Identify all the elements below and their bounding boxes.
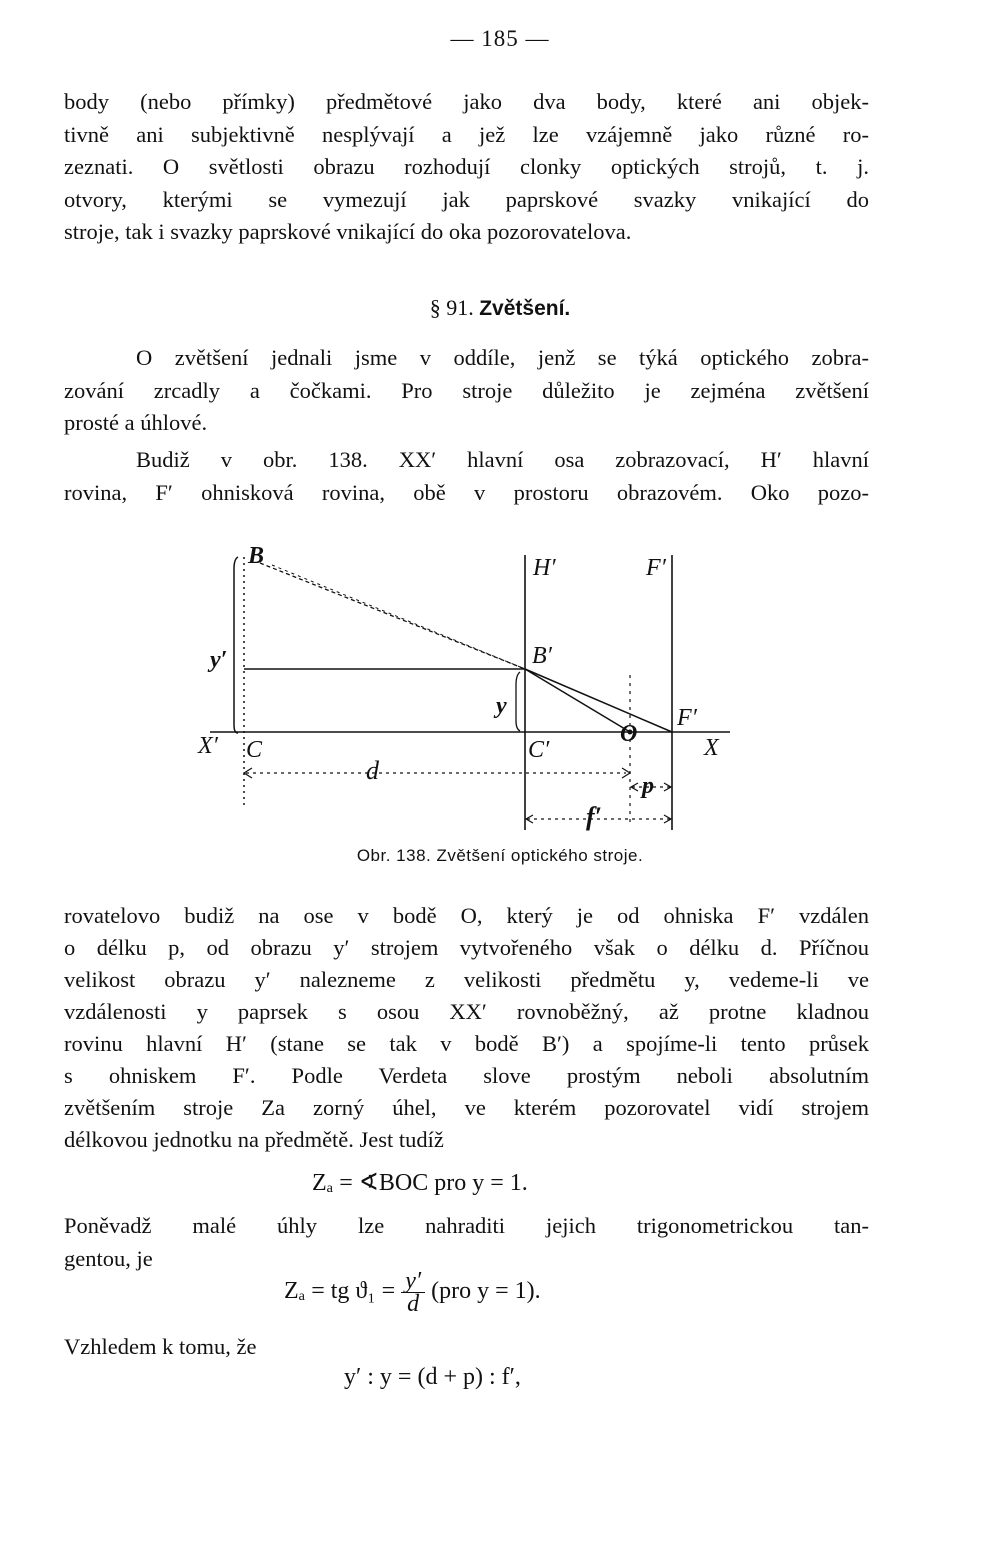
text-line: s ohniskem F′. Podle Verdeta slove prostým neboli absolutním — [64, 1063, 869, 1088]
label-c: C — [246, 737, 263, 763]
text-line: body (nebo přímky) předmětové jako dva body, které ani objek- — [64, 89, 869, 114]
text-line: stroje, tak i svazky paprskové vnikající do oka pozorovatelova. — [64, 219, 632, 244]
section-title: Zvětšení. — [479, 297, 571, 320]
dashed-ray-2 — [272, 565, 525, 669]
label-b: B — [248, 543, 265, 569]
text-line: Budiž v obr. 138. XX′ hlavní osa zobrazovací, H′ hlavní — [136, 447, 869, 472]
text-line: otvory, kterými se vymezují jak paprskové svazky vnikající do — [64, 186, 869, 212]
figure-caption: Obr. 138. Zvětšení optického stroje. — [356, 846, 644, 865]
equation-tangent — [284, 1270, 541, 1315]
label-y: y — [496, 693, 507, 719]
fraction-numerator: y′ — [401, 1270, 425, 1293]
text-line: o délku p, od obrazu y′ strojem vytvořeného však o délku d. Příčnou — [64, 935, 869, 960]
equation-zoom-angle: Zₐ = ∢BOC pro y = 1. — [312, 1170, 528, 1196]
ray-to-focus — [525, 669, 672, 732]
label-x-prime: X′ — [198, 733, 218, 759]
text-line: tivně ani subjektivně nesplývají a jež lze vzájemně jako různé ro- — [64, 121, 869, 147]
dashed-ray — [260, 563, 525, 669]
label-f-prime-axis: F′ — [677, 705, 697, 731]
equation-lhs: Zₐ = tg ϑ₁ = — [284, 1278, 396, 1305]
label-x: X — [704, 735, 719, 761]
section-heading — [0, 295, 1000, 321]
text-line: zeznati. O světlosti obrazu rozhodují clonky optických strojů, t. j. — [64, 154, 869, 179]
equation-ratio: y′ : y = (d + p) : f′, — [344, 1364, 521, 1390]
label-d: d — [366, 756, 379, 785]
text-line: O zvětšení jednali jsme v oddíle, jenž se týká optického zobra- — [136, 345, 869, 370]
label-f-prime-top: F′ — [646, 555, 666, 581]
optical-diagram — [180, 535, 760, 835]
text-line: gentou, je — [64, 1245, 153, 1271]
label-h-prime: H′ — [533, 555, 556, 581]
text-line: prosté a úhlové. — [64, 410, 208, 435]
label-c-prime: C′ — [528, 737, 550, 763]
fraction — [401, 1270, 425, 1315]
y-bracket — [516, 672, 520, 731]
text-line: Poněvadž malé úhly lze nahraditi jejich trigonometrickou tan- — [64, 1213, 869, 1238]
paragraph-with-respect: Vzhledem k tomu, že — [64, 1334, 257, 1359]
label-o: O — [620, 721, 638, 747]
label-p: p — [642, 773, 654, 799]
paragraph-magnification-intro — [64, 342, 869, 440]
text-line: délkovou jednotku na předmětě. Jest tudíž — [64, 1127, 444, 1152]
y-prime-bracket — [234, 557, 238, 733]
paragraph-tangent — [64, 1210, 869, 1275]
paragraph-figure-intro — [64, 444, 869, 509]
text-line: zvětšením stroje Za zorný úhel, ve kterém pozorovatel vidí strojem — [64, 1095, 869, 1120]
label-b-prime: B′ — [532, 643, 552, 669]
ray-to-eye — [525, 669, 630, 732]
text-line: rovina, F′ ohnisková rovina, obě v prostoru obrazovém. Oko pozo- — [64, 479, 869, 505]
figure-138 — [180, 535, 760, 835]
label-f-prime: f′ — [586, 802, 602, 831]
equation-rhs: (pro y = 1). — [431, 1278, 541, 1305]
page-number: — 185 — — [450, 26, 550, 51]
section-number: § 91. — [429, 295, 474, 320]
fraction-denominator: d — [407, 1291, 420, 1317]
text-line: zování zrcadly a čočkami. Pro stroje důležito je zejména zvětšení — [64, 377, 869, 403]
paragraph-magnification-definition — [64, 900, 869, 1156]
text-line: vzdálenosti y paprsek s osou XX′ rovnoběžný, až protne kladnou — [64, 999, 869, 1024]
text-line: rovinu hlavní H′ (stane se tak v bodě B′) a spojíme-li tento průsek — [64, 1031, 869, 1056]
text-line: velikost obrazu y′ nalezneme z velikosti předmětu y, vedeme-li ve — [64, 967, 869, 992]
text-line: rovatelovo budiž na ose v bodě O, který je od ohniska F′ vzdálen — [64, 903, 869, 928]
paragraph-apertures — [64, 86, 869, 249]
label-y-prime: y′ — [210, 647, 228, 673]
